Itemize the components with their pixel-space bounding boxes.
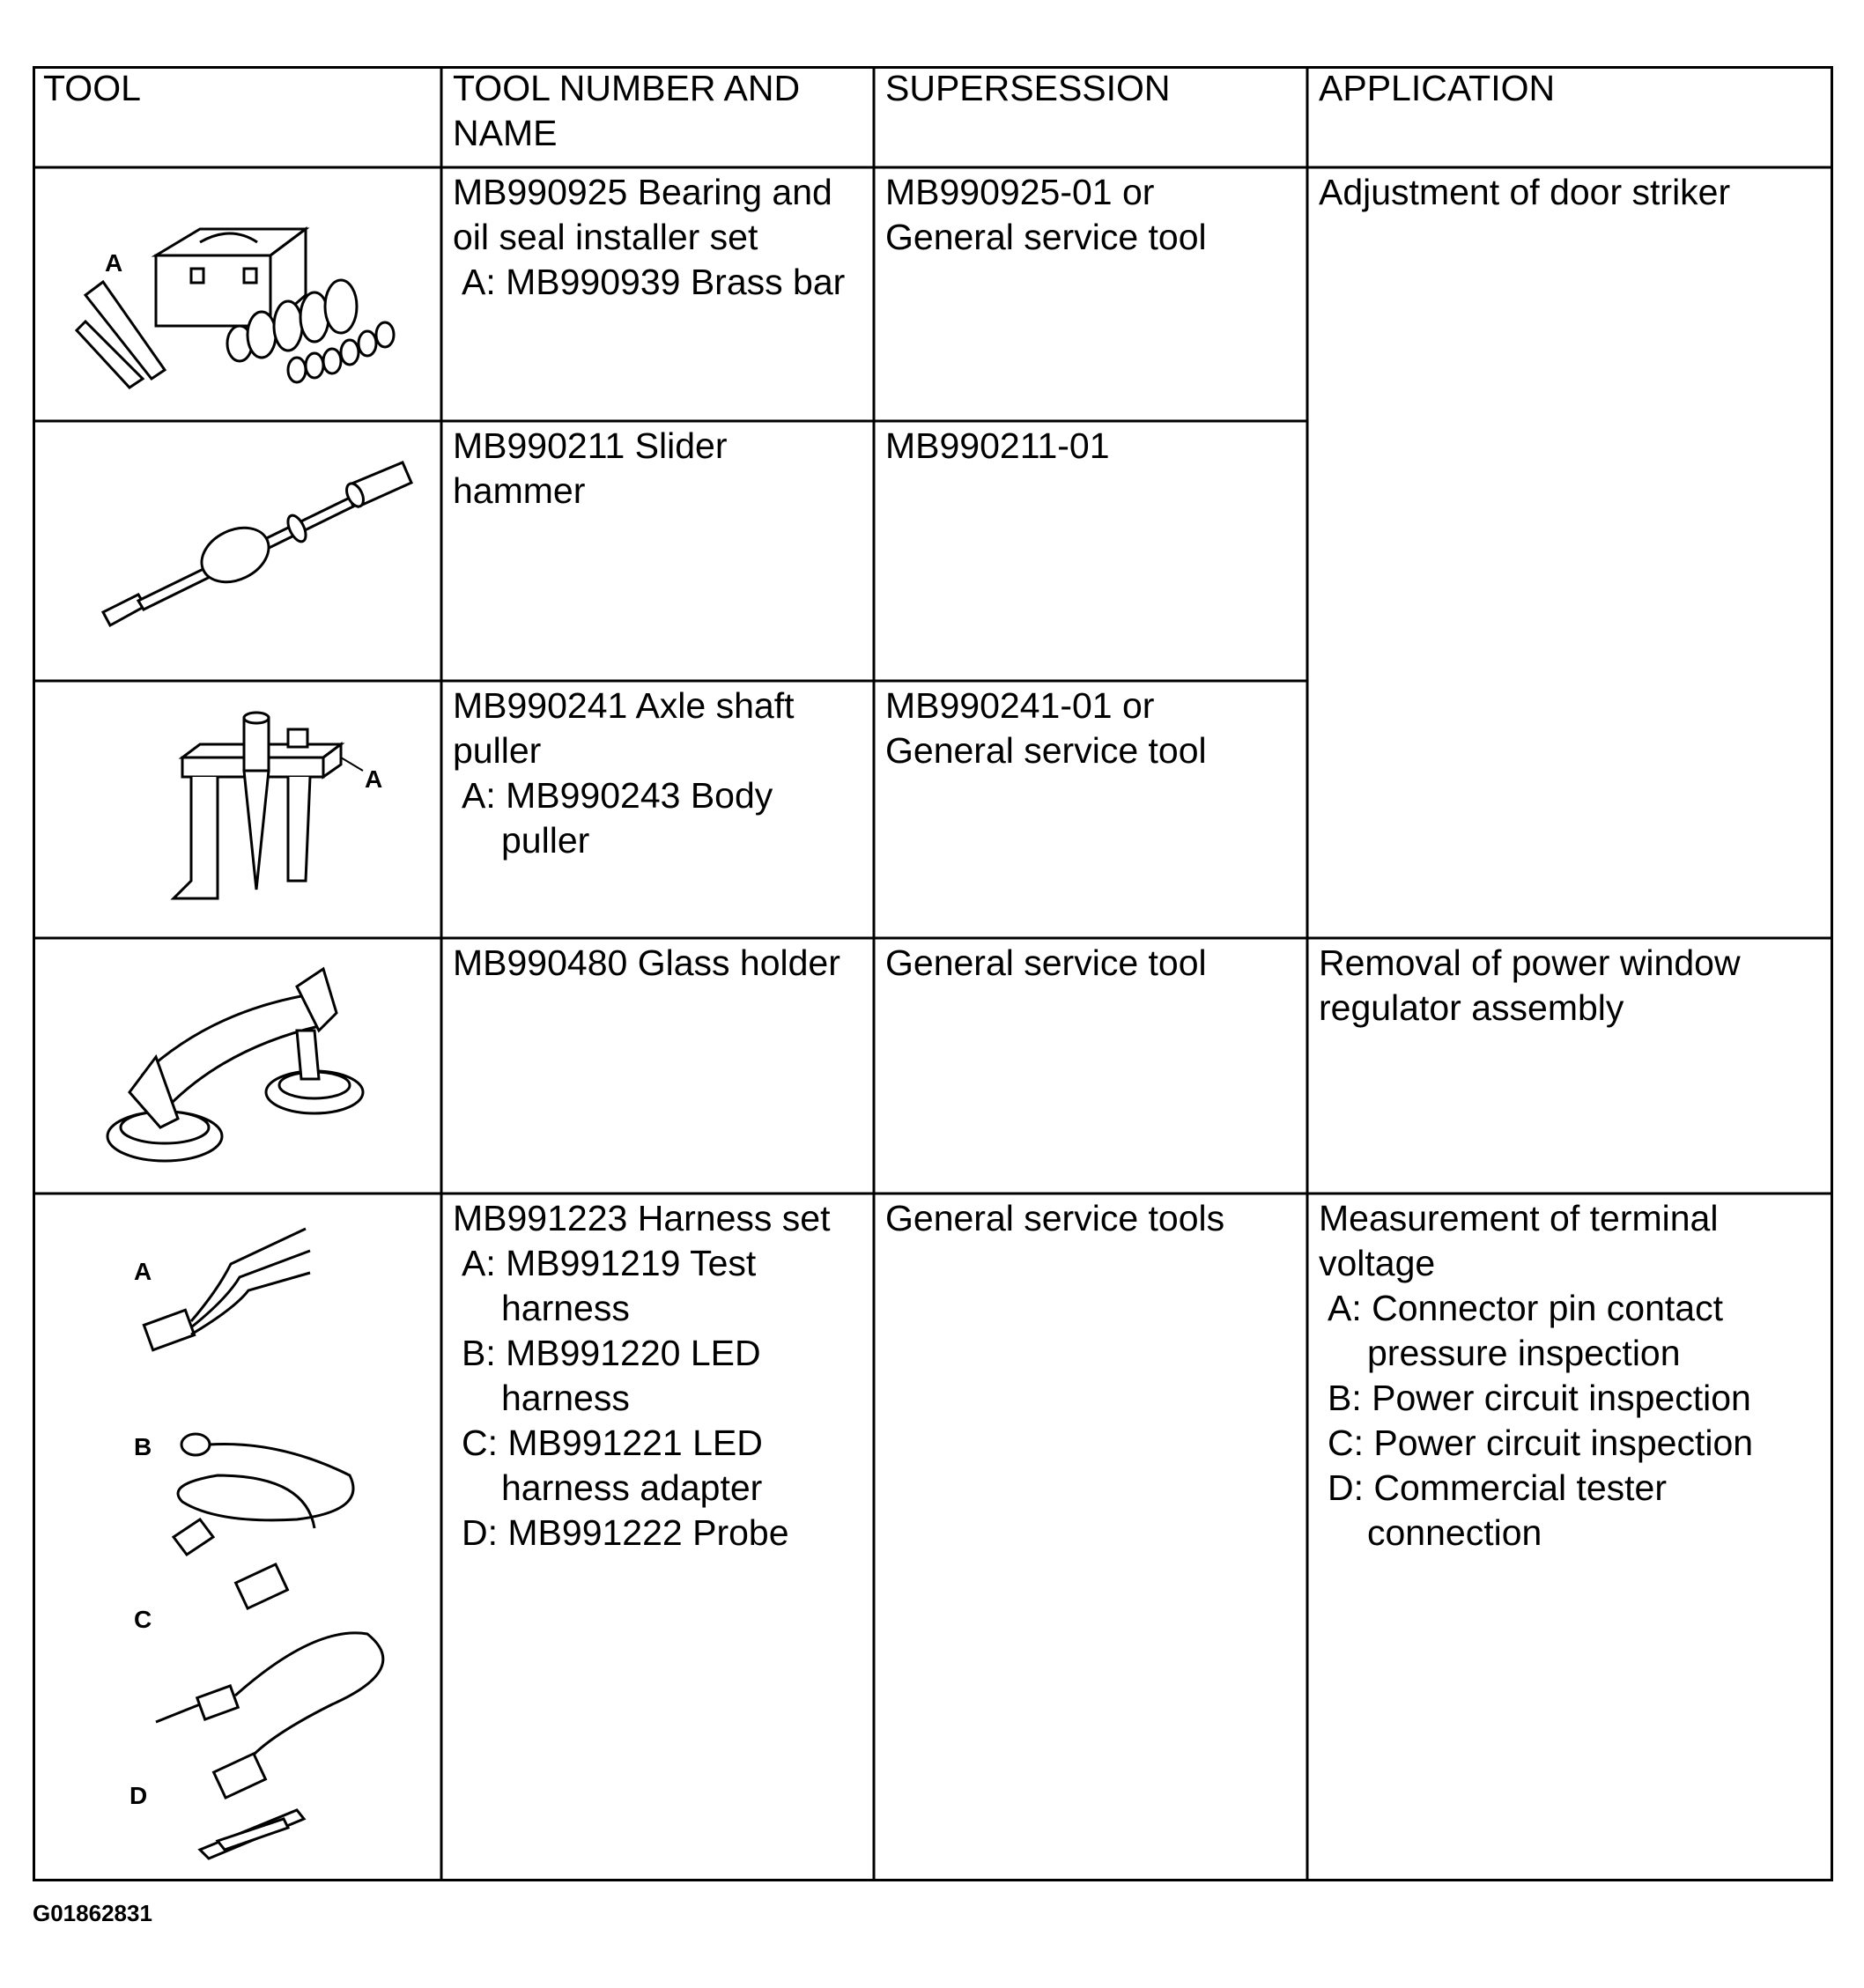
- row-3-tool-number-name: [453, 684, 794, 863]
- header-supersession-label: SUPERSESSION: [885, 68, 1171, 108]
- row-5-tool-number-name: [453, 1196, 830, 1556]
- row-3-supersession-line-1: MB990241-01 or: [885, 685, 1155, 726]
- application-terminal-voltage-line-6: C: Power circuit inspection: [1328, 1423, 1754, 1463]
- application-terminal-voltage-line-2: voltage: [1319, 1243, 1436, 1283]
- row-5-name-line-8: D: MB991222 Probe: [462, 1512, 789, 1553]
- row-3-name-line-4: puller: [501, 820, 590, 861]
- application-terminal-voltage-line-8: connection: [1367, 1512, 1542, 1553]
- header-application: [1319, 66, 1555, 111]
- application-window-regulator-line-2: regulator assembly: [1319, 987, 1624, 1028]
- row-3-supersession: [885, 684, 1207, 773]
- row-1-supersession-line-2: General service tool: [885, 217, 1207, 257]
- row-2-name-line-2: hammer: [453, 470, 586, 511]
- glass-holder-icon: [94, 960, 394, 1171]
- row-1-supersession-line-1: MB990925-01 or: [885, 172, 1155, 212]
- row-5-name-line-2: A: MB991219 Test: [462, 1243, 757, 1283]
- row-1-name-line-2: oil seal installer set: [453, 217, 758, 257]
- row-5-name-line-7: harness adapter: [501, 1467, 763, 1508]
- row-2-supersession: [885, 424, 1110, 469]
- callout-b-label: B: [134, 1433, 152, 1460]
- row-4-tool-number-name: [453, 941, 840, 986]
- axle-shaft-puller-icon: [156, 705, 420, 916]
- row-5-name-line-5: harness: [501, 1378, 630, 1418]
- figure-id: G01862831: [33, 1900, 152, 1926]
- row-5-name-line-4: B: MB991220 LED: [462, 1333, 761, 1373]
- row-5-name-line-1: MB991223 Harness set: [453, 1198, 831, 1238]
- row-5-name-line-3: harness: [501, 1288, 630, 1328]
- row-1-name-line-1: MB990925 Bearing and: [453, 172, 832, 212]
- slide-hammer-icon: [85, 458, 420, 643]
- row-5-name-line-6: C: MB991221 LED: [462, 1423, 763, 1463]
- row-1-name-line-3: A: MB990939 Brass bar: [462, 262, 846, 302]
- application-door-striker-line-1: Adjustment of door striker: [1319, 172, 1731, 212]
- row-3-name-line-3: A: MB990243 Body: [462, 775, 773, 816]
- row-2-name-line-1: MB990211 Slider: [453, 425, 728, 466]
- application-door-striker: [1319, 170, 1730, 215]
- row-4-supersession: [885, 941, 1207, 986]
- application-terminal-voltage-line-1: Measurement of terminal: [1319, 1198, 1719, 1238]
- header-supersession: [885, 66, 1171, 111]
- application-window-regulator: [1319, 941, 1741, 1031]
- row-5-supersession-line-1: General service tools: [885, 1198, 1225, 1238]
- special-tools-table: [33, 66, 1833, 1881]
- callout-a-label: A: [134, 1258, 152, 1285]
- row-4-supersession-line-1: General service tool: [885, 942, 1207, 983]
- harness-set-icon: [85, 1211, 403, 1863]
- application-terminal-voltage: [1319, 1196, 1753, 1556]
- row-5-supersession: [885, 1196, 1224, 1241]
- application-terminal-voltage-line-5: B: Power circuit inspection: [1328, 1378, 1751, 1418]
- header-tool-label: TOOL: [43, 68, 141, 108]
- header-tool-number-line-2: NAME: [453, 113, 558, 153]
- callout-d-label: D: [129, 1782, 148, 1809]
- row-2-supersession-line-1: MB990211-01: [885, 425, 1110, 466]
- application-terminal-voltage-line-3: A: Connector pin contact: [1328, 1288, 1723, 1328]
- application-window-regulator-line-1: Removal of power window: [1319, 942, 1741, 983]
- callout-c-label: C: [134, 1606, 152, 1633]
- application-terminal-voltage-line-4: pressure inspection: [1367, 1333, 1681, 1373]
- row-3-name-line-2: puller: [453, 730, 542, 771]
- row-2-tool-number-name: [453, 424, 727, 514]
- header-tool: [43, 66, 141, 111]
- header-tool-number-line-1: TOOL NUMBER AND: [453, 68, 801, 108]
- application-terminal-voltage-line-7: D: Commercial tester: [1328, 1467, 1668, 1508]
- row-3-name-line-1: MB990241 Axle shaft: [453, 685, 795, 726]
- callout-a-label: A: [105, 249, 123, 277]
- row-1-tool-number-name: [453, 170, 845, 305]
- bearing-installer-set-icon: [68, 194, 403, 405]
- header-tool-number-name: [453, 66, 800, 156]
- header-application-label: APPLICATION: [1319, 68, 1556, 108]
- row-4-name-line-1: MB990480 Glass holder: [453, 942, 840, 983]
- row-3-supersession-line-2: General service tool: [885, 730, 1207, 771]
- callout-a-label: A: [365, 765, 383, 793]
- row-1-supersession: [885, 170, 1207, 260]
